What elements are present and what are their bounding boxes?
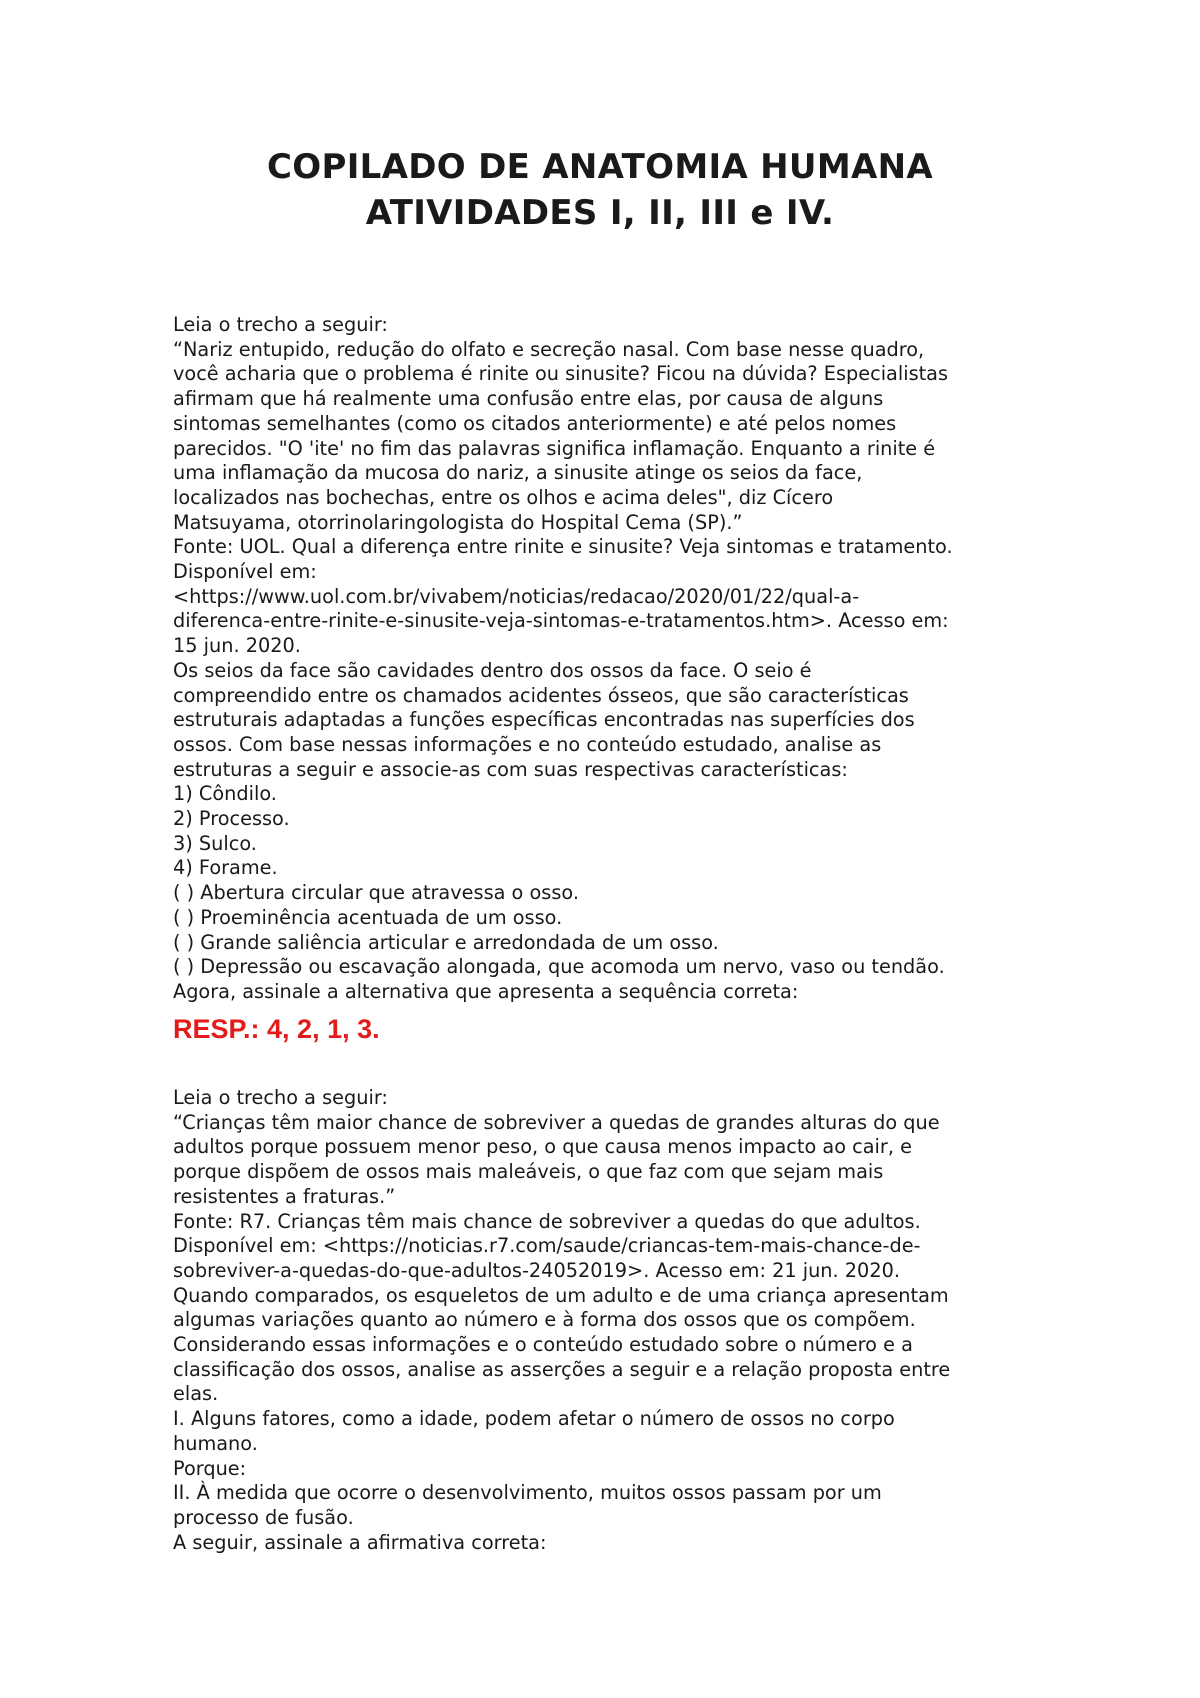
title-line-2: ATIVIDADES I, II, III e IV. <box>365 193 835 233</box>
paragraph-line: sintomas semelhantes (como os citados anteriormente) e até pelos nomes <box>173 411 897 435</box>
document-title <box>0 144 1200 236</box>
paragraph-line: estruturas a seguir e associe-as com suas respectivas características: <box>173 757 848 781</box>
paragraph-line: elas. <box>173 1382 219 1406</box>
paragraph-line: Leia o trecho a seguir: <box>173 1086 388 1109</box>
paragraph-line: I. Alguns fatores, como a idade, podem afetar o número de ossos no corpo <box>173 1407 895 1431</box>
paragraph-line: Matsuyama, otorrinolaringologista do Hospital Cema (SP).” <box>173 510 743 534</box>
paragraph-line: Fonte: UOL. Qual a diferença entre rinite e sinusite? Veja sintomas e tratamento. <box>173 535 953 559</box>
paragraph-line: processo de fusão. <box>173 1505 354 1529</box>
paragraph-line: parecidos. "O 'ite' no fim das palavras significa inflamação. Enquanto a rinite é <box>173 436 936 460</box>
paragraph-line: <https://www.uol.com.br/vivabem/noticias/redacao/2020/01/22/qual-a- <box>173 584 860 608</box>
paragraph-line: sobreviver-a-quedas-do-que-adultos-24052019>. Acesso em: 21 jun. 2020. <box>173 1258 900 1282</box>
paragraph-line: Disponível em: <https://noticias.r7.com/saude/criancas-tem-mais-chance-de- <box>173 1234 921 1258</box>
paragraph-line: diferenca-entre-rinite-e-sinusite-veja-sintomas-e-tratamentos.htm>. Acesso em: <box>173 609 949 633</box>
paragraph-line: 4) Forame. <box>173 856 278 880</box>
paragraph-line: Disponível em: <box>173 560 317 584</box>
paragraph-line: Porque: <box>173 1456 247 1480</box>
question-1-answer: RESP.: 4, 2, 1, 3. <box>173 1014 380 1044</box>
paragraph-line: ( ) Proeminência acentuada de um osso. <box>173 905 563 929</box>
paragraph-line: afirmam que há realmente uma confusão entre elas, por causa de alguns <box>173 387 884 411</box>
paragraph-line: 15 jun. 2020. <box>173 634 301 658</box>
paragraph-line: “Crianças têm maior chance de sobreviver a quedas de grandes alturas do que <box>173 1110 940 1134</box>
paragraph-line: adultos porque possuem menor peso, o que causa menos impacto ao cair, e <box>173 1135 912 1159</box>
paragraph-line: classificação dos ossos, analise as asserções a seguir e a relação proposta entre <box>173 1357 951 1381</box>
question-2-text <box>173 1086 1053 1555</box>
paragraph-line: uma inflamação da mucosa do nariz, a sinusite atinge os seios da face, <box>173 461 863 485</box>
paragraph-line: porque dispõem de ossos mais maleáveis, o que faz com que sejam mais <box>173 1160 884 1184</box>
paragraph-line: Agora, assinale a alternativa que apresenta a sequência correta: <box>173 979 799 1003</box>
paragraph-line: Fonte: R7. Crianças têm mais chance de sobreviver a quedas do que adultos. <box>173 1209 921 1233</box>
paragraph-line: 3) Sulco. <box>173 831 257 855</box>
paragraph-line: humano. <box>173 1431 258 1455</box>
paragraph-line: estruturais adaptadas a funções específicas encontradas nas superfícies dos <box>173 708 915 732</box>
paragraph-line: 1) Côndilo. <box>173 782 277 806</box>
paragraph-line: ( ) Depressão ou escavação alongada, que acomoda um nervo, vaso ou tendão. <box>173 955 945 979</box>
paragraph-line: localizados nas bochechas, entre os olhos e acima deles", diz Cícero <box>173 485 834 509</box>
paragraph-line: ( ) Abertura circular que atravessa o osso. <box>173 881 579 905</box>
paragraph-line: compreendido entre os chamados acidentes ósseos, que são características <box>173 683 909 707</box>
paragraph-line: algumas variações quanto ao número e à forma dos ossos que os compõem. <box>173 1308 916 1332</box>
paragraph-line: você acharia que o problema é rinite ou sinusite? Ficou na dúvida? Especialistas <box>173 362 949 386</box>
paragraph-line: Considerando essas informações e o conteúdo estudado sobre o número e a <box>173 1333 913 1357</box>
paragraph-line: Leia o trecho a seguir: <box>173 313 388 336</box>
paragraph-line: resistentes a fraturas.” <box>173 1184 396 1208</box>
paragraph-line: Quando comparados, os esqueletos de um adulto e de uma criança apresentam <box>173 1283 949 1307</box>
paragraph-line: Os seios da face são cavidades dentro dos ossos da face. O seio é <box>173 658 812 682</box>
paragraph-line: A seguir, assinale a afirmativa correta: <box>173 1530 547 1554</box>
title-line-1: COPILADO DE ANATOMIA HUMANA <box>267 147 933 187</box>
paragraph-line: “Nariz entupido, redução do olfato e secreção nasal. Com base nesse quadro, <box>173 337 925 361</box>
question-1-text <box>173 313 1053 1005</box>
paragraph-line: ossos. Com base nessas informações e no conteúdo estudado, analise as <box>173 732 882 756</box>
paragraph-line: ( ) Grande saliência articular e arredondada de um osso. <box>173 930 719 954</box>
paragraph-line: II. À medida que ocorre o desenvolvimento, muitos ossos passam por um <box>173 1481 882 1505</box>
paragraph-line: 2) Processo. <box>173 807 290 831</box>
